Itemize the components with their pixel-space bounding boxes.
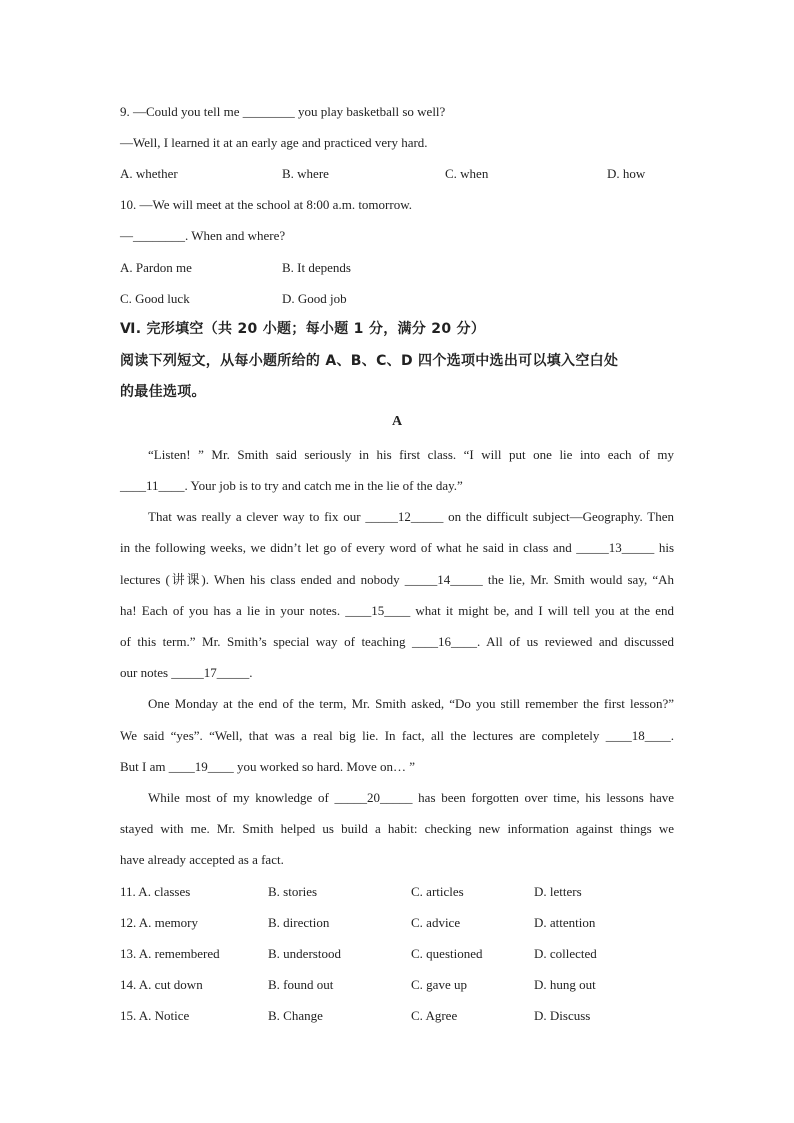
- passage-line: lectures (讲课). When his class ended and nobody _____14_____ the lie, Mr. Smith would say, “Ah: [120, 572, 674, 587]
- blank-13: _____13_____: [576, 540, 655, 555]
- q10-option-d: D. Good job: [282, 291, 347, 306]
- passage-line: “Listen! ” Mr. Smith said seriously in his first class. “I will put one lie into each of my: [148, 447, 674, 462]
- blank-17: _____17_____: [171, 665, 250, 680]
- section-instruction: 阅读下列短文，从每小题所给的 A、B、C、D 四个选项中选出可以填入空白处: [120, 353, 619, 369]
- q9-stem: 9. —Could you tell me ________ you play basketball so well?: [120, 104, 446, 119]
- section-title: Ⅵ. 完形填空（共 20 小题；每小题 1 分，满分 20 分）: [120, 321, 486, 337]
- passage-line: While most of my knowledge of _____20_____ has been forgotten over time, his lessons have: [148, 790, 674, 805]
- passage-line: our notes _____17_____.: [120, 665, 253, 680]
- q9-reply: —Well, I learned it at an early age and practiced very hard.: [120, 135, 428, 150]
- passage-line: But I am ____19____ you worked so hard. Move on… ”: [120, 759, 415, 774]
- passage-line: One Monday at the end of the term, Mr. Smith asked, “Do you still remember the first lesson?”: [148, 696, 674, 711]
- blank-20: _____20_____: [334, 790, 413, 805]
- choice-12-a: 12. A. memory: [120, 915, 198, 930]
- choice-15-d: D. Discuss: [534, 1008, 591, 1023]
- blank-12: _____12_____: [365, 509, 444, 524]
- choice-11-b: B. stories: [268, 884, 318, 899]
- choice-15-c: C. Agree: [411, 1008, 458, 1023]
- choice-13-b: B. understood: [268, 946, 341, 961]
- choice-13-c: C. questioned: [411, 946, 483, 961]
- choice-11-c: C. articles: [411, 884, 464, 899]
- choice-11-d: D. letters: [534, 884, 582, 899]
- passage-line: ____11____. Your job is to try and catch me in the lie of the day.”: [120, 478, 463, 493]
- blank-16: ____16____: [412, 634, 478, 649]
- q10-option-c: C. Good luck: [120, 291, 190, 306]
- q10-reply: —________. When and where?: [120, 228, 286, 243]
- q10-option-b: B. It depends: [282, 260, 351, 275]
- blank-18: ____18____: [605, 728, 671, 743]
- choice-14-a: 14. A. cut down: [120, 977, 203, 992]
- choice-14-b: B. found out: [268, 977, 334, 992]
- section-instruction-cont: 的最佳选项。: [120, 384, 206, 400]
- choice-14-d: D. hung out: [534, 977, 596, 992]
- q9-option-b: B. where: [282, 166, 329, 181]
- passage-line: in the following weeks, we didn’t let go of every word of what he said in class and _____13_____ his: [120, 540, 674, 555]
- choice-12-b: B. direction: [268, 915, 330, 930]
- choice-14-c: C. gave up: [411, 977, 467, 992]
- choice-13-a: 13. A. remembered: [120, 946, 220, 961]
- q9-option-d: D. how: [607, 166, 646, 181]
- blank-14: _____14_____: [404, 572, 483, 587]
- blank-15: ____15____: [345, 603, 411, 618]
- choice-15-a: 15. A. Notice: [120, 1008, 190, 1023]
- choice-12-c: C. advice: [411, 915, 461, 930]
- passage-label: A: [391, 414, 403, 429]
- choice-11-a: 11. A. classes: [120, 884, 191, 899]
- q10-option-a: A. Pardon me: [120, 260, 192, 275]
- passage-line: have already accepted as a fact.: [120, 852, 284, 867]
- choice-15-b: B. Change: [268, 1008, 323, 1023]
- passage-line: ha! Each of you has a lie in your notes. ____15____ what it might be, and I will tell you at the end: [120, 603, 674, 618]
- q10-stem: 10. —We will meet at the school at 8:00 a.m. tomorrow.: [120, 197, 412, 212]
- passage-line: stayed with me. Mr. Smith helped us build a habit: checking new information against things we: [120, 821, 674, 836]
- passage-line: That was really a clever way to fix our _____12_____ on the difficult subject—Geography. Then: [148, 509, 674, 524]
- choice-12-d: D. attention: [534, 915, 596, 930]
- blank-19: ____19____: [168, 759, 234, 774]
- q9-option-a: A. whether: [120, 166, 178, 181]
- passage-line: of this term.” Mr. Smith’s special way of teaching ____16____. All of us reviewed and discussed: [120, 634, 674, 649]
- blank-11: ____11____: [120, 478, 185, 493]
- choice-13-d: D. collected: [534, 946, 597, 961]
- passage-line: We said “yes”. “Well, that was a real big lie. In fact, all the lectures are completely ____18____.: [120, 728, 674, 743]
- q9-option-c: C. when: [445, 166, 489, 181]
